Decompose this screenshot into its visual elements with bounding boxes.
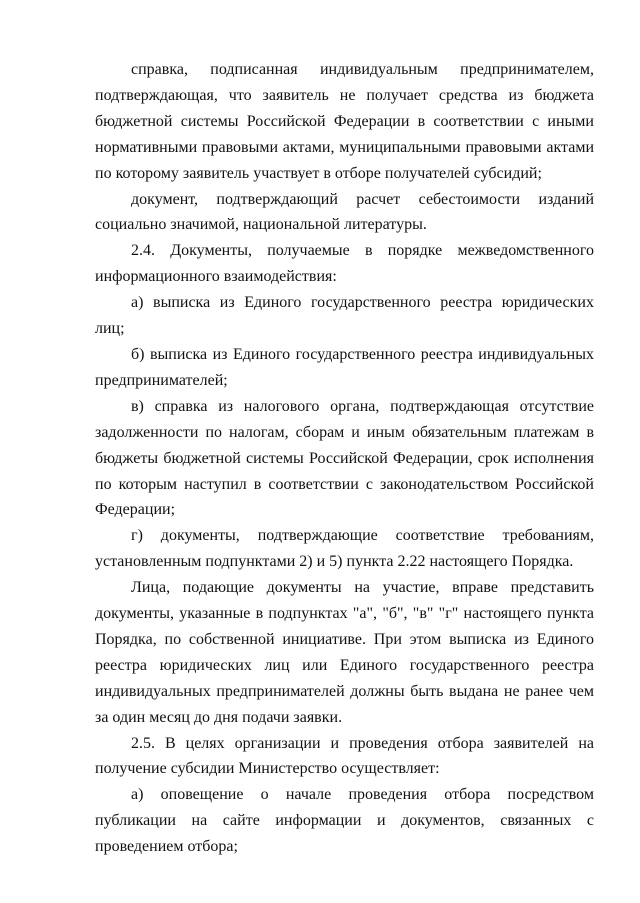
document-page xyxy=(95,57,594,860)
list-item-a-legal-entities: а) выписка из Единого государственного реестра юридических лиц; xyxy=(95,294,594,338)
list-item-v-tax-certificate: в) справка из налогового органа, подтверждающая отсутствие задолженности по налогам, сборам и иным обязательным платежам в бюджеты бюджетной системы Российской Федерации, срок исполнения по которым наступил в соответствии с законодательством Российской Федерации; xyxy=(95,397,594,519)
list-item-g-compliance-documents: г) документы, подтверждающие соответствие требованиям, установленным подпунктами 2) и 5) пункта 2.22 настоящего Порядка. xyxy=(95,527,594,571)
paragraph-section-2-5: 2.5. В целях организации и проведения отбора заявителей на получение субсидии Министерство осуществляет: xyxy=(95,734,594,778)
paragraph-own-initiative: Лица, подающие документы на участие, вправе представить документы, указанные в подпунктах "а", "б", "в" "г" настоящего пункта Порядка, по собственной инициативе. При этом выписка из Единого реестра юридических лиц или Единого государственного реестра индивидуальных предпринимателей должны быть выдана не ранее чем за один месяц до дня подачи заявки. xyxy=(95,579,594,726)
paragraph-section-2-4: 2.4. Документы, получаемые в порядке межведомственного информационного взаимодействия: xyxy=(95,242,594,286)
list-item-a-notification: а) оповещение о начале проведения отбора посредством публикации на сайте информации и документов, связанных с проведением отбора; xyxy=(95,786,594,856)
list-item-b-entrepreneurs: б) выписка из Единого государственного реестра индивидуальных предпринимателей; xyxy=(95,345,594,389)
paragraph-cost-calculation: документ, подтверждающий расчет себестоимости изданий социально значимой, национальной литературы. xyxy=(95,190,594,234)
paragraph-certificate-entrepreneur: справка, подписанная индивидуальным предпринимателем, подтверждающая, что заявитель не получает средства из бюджета бюджетной системы Российской Федерации в соответствии с иными нормативными правовыми актами, муниципальными правовыми актами по которому заявитель участвует в отборе получателей субсидий; xyxy=(95,61,594,182)
